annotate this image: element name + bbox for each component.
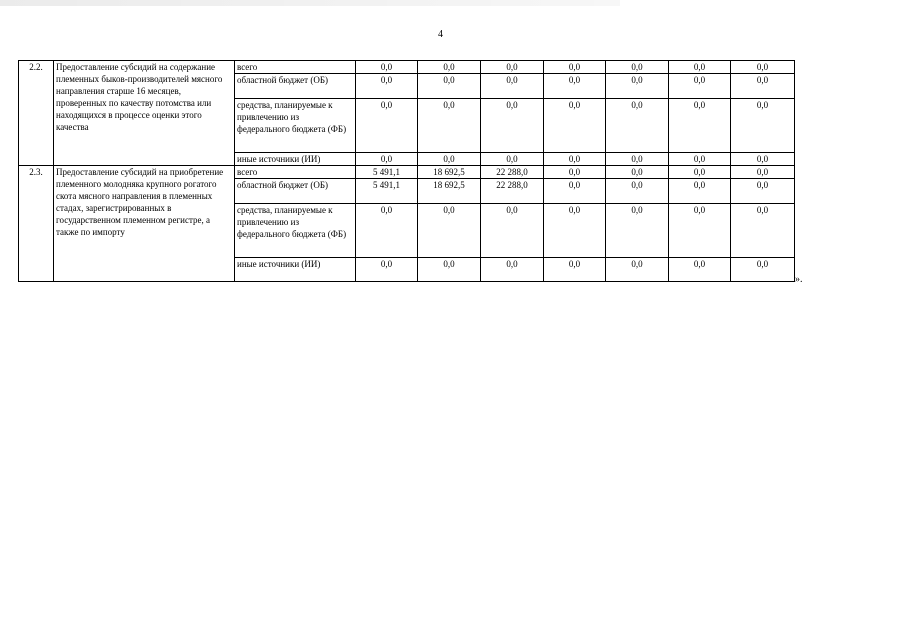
- value-cell: 0,0: [356, 61, 418, 74]
- value-cell: 0,0: [544, 74, 606, 99]
- source-label: средства, планируемые к привлечению из федерального бюджета (ФБ): [235, 204, 356, 258]
- page-number: 4: [438, 29, 443, 40]
- value-cell: 0,0: [418, 204, 481, 258]
- value-cell: 0,0: [731, 166, 795, 179]
- value-cell: 0,0: [544, 204, 606, 258]
- value-cell: 0,0: [731, 179, 795, 204]
- header-scan-smudge: [0, 0, 620, 6]
- value-cell: 0,0: [356, 153, 418, 166]
- value-cell: 0,0: [606, 153, 669, 166]
- table-row: [19, 61, 795, 74]
- value-cell: 0,0: [356, 99, 418, 153]
- value-cell: 22 288,0: [481, 166, 544, 179]
- value-cell: 0,0: [606, 204, 669, 258]
- value-cell: 0,0: [731, 61, 795, 74]
- row-description: Предоставление субсидий на содержание племенных быков-производителей мясного направления старше 16 месяцев, проверенных по качеству потомства или находящихся в процессе оценки этого качества: [54, 61, 235, 166]
- value-cell: 0,0: [669, 179, 731, 204]
- value-cell: 0,0: [731, 153, 795, 166]
- source-label: всего: [235, 166, 356, 179]
- value-cell: 0,0: [544, 258, 606, 282]
- value-cell: 0,0: [731, 258, 795, 282]
- value-cell: 5 491,1: [356, 179, 418, 204]
- value-cell: 0,0: [418, 61, 481, 74]
- value-cell: 5 491,1: [356, 166, 418, 179]
- source-label: иные источники (ИИ): [235, 258, 356, 282]
- row-description: Предоставление субсидий на приобретение племенного молодняка крупного рогатого скота мясного направления в племенных стадах, зарегистрированных в государственном племенном регистре, а также по импорту: [54, 166, 235, 282]
- source-label: средства, планируемые к привлечению из федерального бюджета (ФБ): [235, 99, 356, 153]
- value-cell: 0,0: [669, 258, 731, 282]
- value-cell: 0,0: [356, 74, 418, 99]
- value-cell: 0,0: [418, 99, 481, 153]
- table-row: [19, 166, 795, 179]
- value-cell: 0,0: [669, 204, 731, 258]
- budget-table: [18, 60, 795, 282]
- row-index: 2.2.: [19, 61, 54, 166]
- value-cell: 0,0: [669, 99, 731, 153]
- value-cell: 0,0: [418, 74, 481, 99]
- value-cell: 0,0: [606, 179, 669, 204]
- value-cell: 0,0: [481, 258, 544, 282]
- value-cell: 0,0: [544, 61, 606, 74]
- value-cell: 0,0: [481, 61, 544, 74]
- source-label: всего: [235, 61, 356, 74]
- value-cell: 0,0: [731, 204, 795, 258]
- value-cell: 0,0: [606, 258, 669, 282]
- value-cell: 0,0: [356, 258, 418, 282]
- value-cell: 0,0: [481, 153, 544, 166]
- value-cell: 0,0: [544, 166, 606, 179]
- value-cell: 0,0: [669, 153, 731, 166]
- value-cell: 0,0: [418, 258, 481, 282]
- value-cell: 0,0: [544, 179, 606, 204]
- source-label: иные источники (ИИ): [235, 153, 356, 166]
- source-label: областной бюджет (ОБ): [235, 74, 356, 99]
- value-cell: 0,0: [544, 153, 606, 166]
- value-cell: 0,0: [606, 99, 669, 153]
- value-cell: 0,0: [731, 74, 795, 99]
- value-cell: 0,0: [356, 204, 418, 258]
- value-cell: 18 692,5: [418, 179, 481, 204]
- value-cell: 18 692,5: [418, 166, 481, 179]
- closing-quote-mark: ».: [795, 274, 803, 285]
- value-cell: 0,0: [606, 61, 669, 74]
- value-cell: 0,0: [606, 166, 669, 179]
- value-cell: 0,0: [669, 166, 731, 179]
- value-cell: 0,0: [481, 204, 544, 258]
- value-cell: 22 288,0: [481, 179, 544, 204]
- source-label: областной бюджет (ОБ): [235, 179, 356, 204]
- value-cell: 0,0: [544, 99, 606, 153]
- row-index: 2.3.: [19, 166, 54, 282]
- value-cell: 0,0: [731, 99, 795, 153]
- value-cell: 0,0: [606, 74, 669, 99]
- value-cell: 0,0: [418, 153, 481, 166]
- value-cell: 0,0: [481, 99, 544, 153]
- value-cell: 0,0: [481, 74, 544, 99]
- value-cell: 0,0: [669, 61, 731, 74]
- value-cell: 0,0: [669, 74, 731, 99]
